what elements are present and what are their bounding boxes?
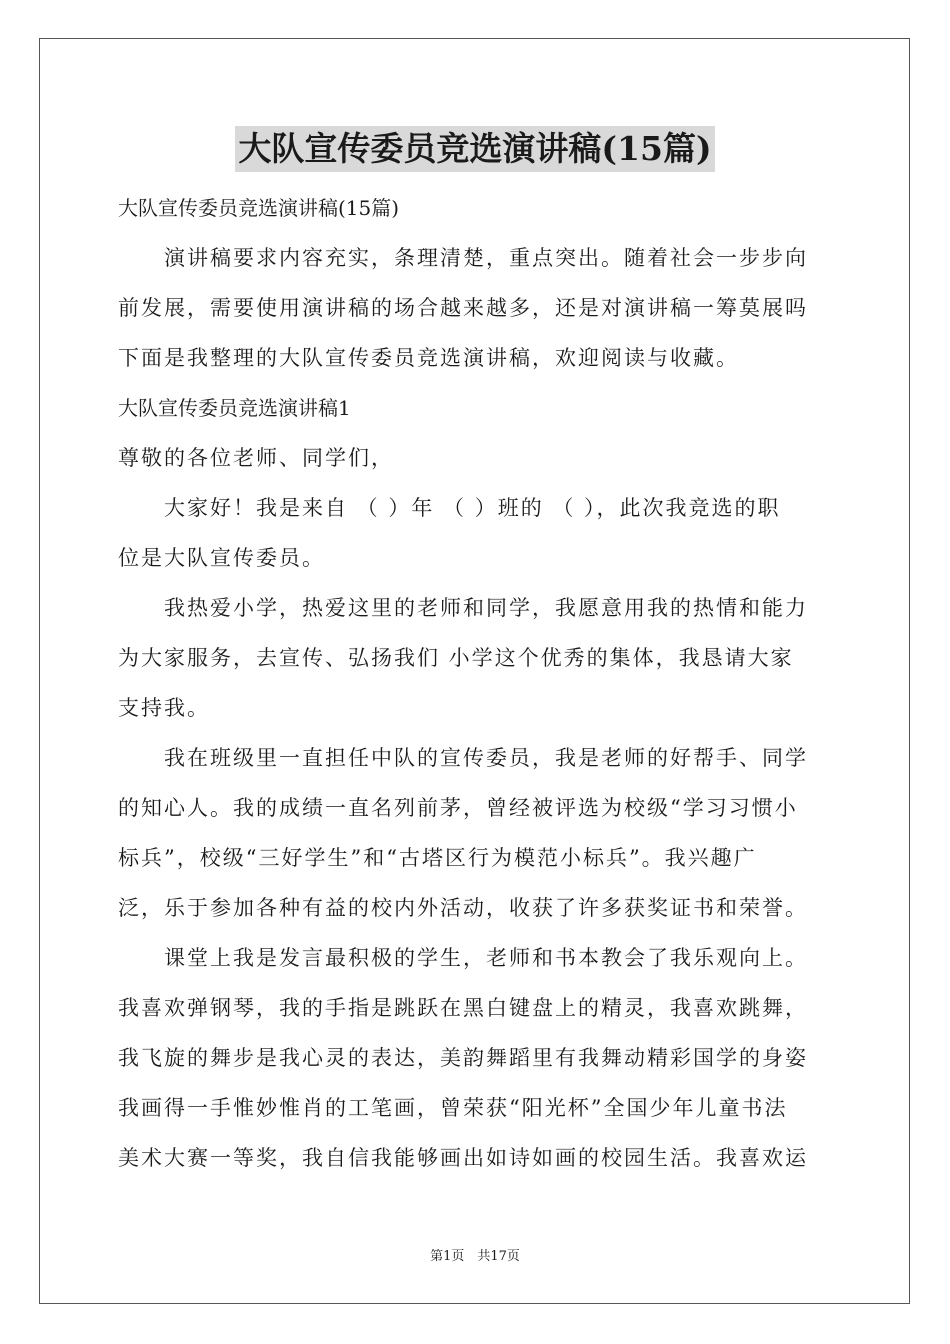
paragraph-line: 位是大队宣传委员。 <box>118 546 325 570</box>
paragraph-line: 为大家服务，去宣传、弘扬我们 小学这个优秀的集体，我恳请大家 <box>118 646 794 670</box>
section-heading-line: 大队宣传委员竞选演讲稿(15篇) <box>118 196 400 220</box>
title-container <box>0 126 950 172</box>
paragraph-line: 演讲稿要求内容充实，条理清楚，重点突出。随着社会一步步向 <box>164 246 808 270</box>
document-body <box>118 183 834 1183</box>
paragraph-line: 尊敬的各位老师、同学们， <box>118 446 394 470</box>
paragraph-line: 我在班级里一直担任中队的宣传委员，我是老师的好帮手、同学 <box>164 746 808 770</box>
paragraph-line: 大家好！我是来自 （ ）年 （ ）班的 （ ），此次我竞选的职 <box>164 496 781 520</box>
document-title: 大队宣传委员竞选演讲稿(15篇) <box>235 126 714 172</box>
paragraph-line: 课堂上我是发言最积极的学生，老师和书本教会了我乐观向上。 <box>164 946 808 970</box>
paragraph-line: 我飞旋的舞步是我心灵的表达，美韵舞蹈里有我舞动精彩国学的身姿 <box>118 1046 808 1070</box>
paragraph-line: 下面是我整理的大队宣传委员竞选演讲稿，欢迎阅读与收藏。 <box>118 346 739 370</box>
page-footer: 第1页 共17页 <box>430 1249 520 1264</box>
paragraph-line: 前发展，需要使用演讲稿的场合越来越多，还是对演讲稿一筹莫展吗 <box>118 296 808 320</box>
paragraph-line: 支持我。 <box>118 696 210 720</box>
paragraph-line: 标兵”，校级“三好学生”和“古塔区行为模范小标兵”。我兴趣广 <box>118 846 757 870</box>
section-heading-line: 大队宣传委员竞选演讲稿1 <box>118 396 351 420</box>
paragraph-line: 我画得一手惟妙惟肖的工笔画，曾荣获“阳光杯”全国少年儿童书法 <box>118 1096 788 1120</box>
paragraph-line: 我喜欢弹钢琴，我的手指是跳跃在黑白键盘上的精灵，我喜欢跳舞， <box>118 996 808 1020</box>
paragraph-line: 我热爱小学，热爱这里的老师和同学，我愿意用我的热情和能力 <box>164 596 808 620</box>
paragraph-line: 的知心人。我的成绩一直名列前茅，曾经被评选为校级“学习习惯小 <box>118 796 798 820</box>
paragraph-line: 美术大赛一等奖，我自信我能够画出如诗如画的校园生活。我喜欢运 <box>118 1146 808 1170</box>
paragraph-line: 泛，乐于参加各种有益的校内外活动，收获了许多获奖证书和荣誉。 <box>118 896 808 920</box>
